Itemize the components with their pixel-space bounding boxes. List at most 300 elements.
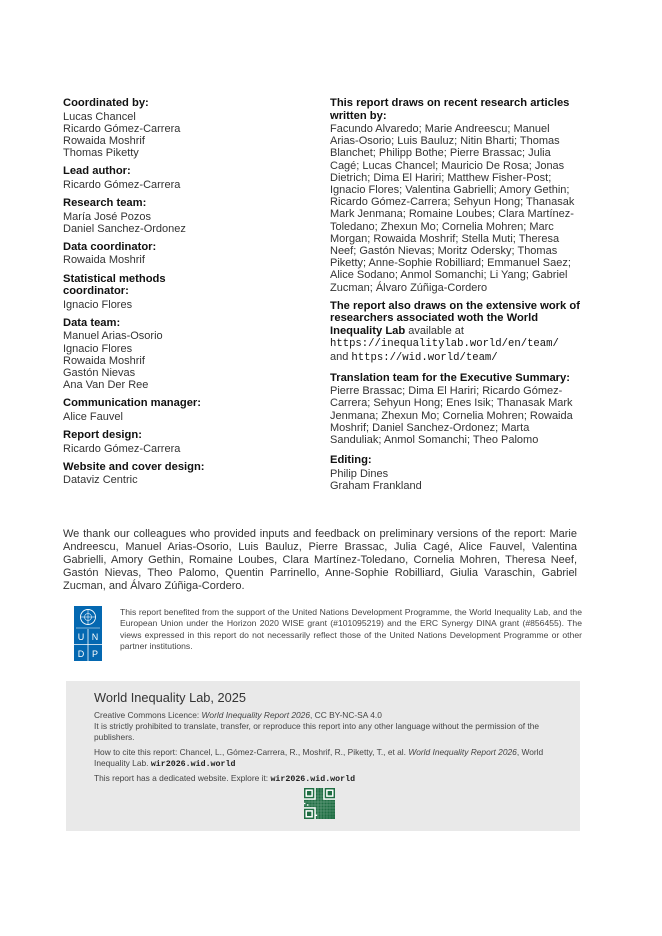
qr-module	[316, 813, 317, 814]
qr-module	[317, 792, 318, 793]
qr-module	[322, 809, 323, 810]
qr-module	[316, 800, 317, 801]
qr-module	[322, 798, 323, 799]
qr-module	[328, 801, 329, 802]
qr-module	[328, 803, 329, 804]
qr-module	[310, 806, 311, 807]
qr-module	[334, 807, 335, 808]
qr-module	[317, 800, 318, 801]
qr-module	[325, 818, 326, 819]
qr-module	[325, 804, 326, 805]
qr-module	[331, 809, 332, 810]
qr-module	[319, 807, 320, 808]
qr-module	[311, 804, 312, 805]
qr-module	[334, 816, 335, 817]
qr-module	[329, 803, 330, 804]
qr-module	[332, 804, 333, 805]
qr-module	[319, 813, 320, 814]
qr-module	[308, 803, 309, 804]
website-url-link[interactable]: wir2026.wid.world	[270, 775, 356, 785]
qr-module	[304, 801, 305, 802]
credit-heading: Research team:	[63, 197, 147, 210]
qr-module	[319, 815, 320, 816]
person-name: Ignacio Flores	[63, 298, 133, 311]
credit-heading: Data coordinator:	[63, 240, 157, 253]
qr-module	[328, 807, 329, 808]
qr-module	[313, 801, 314, 802]
qr-module	[320, 804, 321, 805]
qr-module	[328, 815, 329, 816]
qr-module	[316, 792, 317, 793]
qr-module	[334, 818, 335, 819]
qr-module	[322, 801, 323, 802]
qr-module	[328, 816, 329, 817]
logo-letter: P	[91, 649, 99, 659]
qr-module	[304, 806, 305, 807]
qr-module	[328, 800, 329, 801]
credit-heading: Data team:	[63, 316, 121, 329]
qr-module	[319, 798, 320, 799]
citation-url-link[interactable]: wir2026.wid.world	[150, 759, 236, 769]
credit-block	[63, 197, 313, 235]
qr-module	[332, 812, 333, 813]
qr-module	[323, 803, 324, 804]
qr-module	[320, 788, 321, 789]
qr-module	[319, 791, 320, 792]
qr-module	[320, 797, 321, 798]
qr-module	[316, 807, 317, 808]
qr-module	[332, 801, 333, 802]
qr-module	[317, 789, 318, 790]
qr-module	[326, 804, 327, 805]
person-name: Ricardo Gómez-Carrera	[63, 442, 181, 455]
logo-letter: N	[91, 632, 99, 642]
qr-module	[307, 800, 308, 801]
qr-module	[313, 804, 314, 805]
qr-module	[323, 815, 324, 816]
qr-module	[314, 806, 315, 807]
person-name: Ricardo Gómez-Carrera	[63, 178, 181, 191]
qr-module	[322, 797, 323, 798]
qr-module	[331, 815, 332, 816]
qr-module	[319, 818, 320, 819]
qr-module	[332, 800, 333, 801]
qr-module	[319, 788, 320, 789]
qr-module	[319, 800, 320, 801]
acknowledgements-paragraph: We thank our colleagues who provided inputs and feedback on preliminary versions of the report: Marie Andreescu, Manuel Arias-Osorio, Luis Bauluz, Pierre Brassac, Julia Cagé, Alice Fauvel, Valentina Gabrielli, Amory Gethin, Romaine Loubes, Clara Martínez-Toledano, Cornelia Mohren, Theresa Neef, Gastón Nievas, Theo Palomo, Quentin Parrinello, Anne-Sophie Robilliard, Giulia Varaschin, Gabriel Zucman, and Álvaro Zúñiga-Cordero.	[63, 528, 577, 592]
qr-module	[329, 804, 330, 805]
qr-module	[305, 800, 306, 801]
qr-module	[317, 798, 318, 799]
qr-module	[334, 800, 335, 801]
qr-module	[329, 809, 330, 810]
team-link-inequalitylab[interactable]: https://inequalitylab.world/en/team/	[330, 338, 559, 351]
qr-module	[308, 806, 309, 807]
undp-logo-icon	[74, 606, 102, 661]
qr-module	[320, 803, 321, 804]
qr-module	[316, 797, 317, 798]
qr-module	[334, 815, 335, 816]
qr-module	[326, 807, 327, 808]
qr-module	[334, 809, 335, 810]
credit-block	[63, 165, 313, 191]
qr-module	[316, 803, 317, 804]
qr-module	[331, 810, 332, 811]
qr-module	[314, 801, 315, 802]
qr-module	[317, 810, 318, 811]
qr-module	[320, 812, 321, 813]
qr-module	[320, 807, 321, 808]
qr-module	[310, 801, 311, 802]
credit-heading: Lead author:	[63, 165, 131, 178]
qr-module	[316, 810, 317, 811]
logo-letter: D	[77, 649, 85, 659]
qr-module	[326, 806, 327, 807]
articles-heading: This report draws on recent research articles written by:	[330, 97, 570, 122]
qr-module	[322, 789, 323, 790]
person-name: Alice Fauvel	[63, 410, 123, 423]
qr-module	[334, 806, 335, 807]
qr-module	[322, 815, 323, 816]
qr-module	[325, 801, 326, 802]
person-name: Thomas Piketty	[63, 147, 139, 160]
credit-block	[63, 397, 313, 423]
qr-module	[320, 800, 321, 801]
qr-module	[334, 803, 335, 804]
qr-module	[331, 800, 332, 801]
credit-heading: Statistical methods coordinator:	[63, 272, 166, 298]
qr-module	[320, 810, 321, 811]
qr-module	[329, 813, 330, 814]
publication-info-body	[94, 710, 544, 788]
qr-module	[311, 800, 312, 801]
qr-module	[313, 803, 314, 804]
qr-module	[328, 813, 329, 814]
qr-module	[329, 815, 330, 816]
qr-module	[329, 800, 330, 801]
qr-module	[316, 809, 317, 810]
qr-module	[304, 804, 305, 805]
person-name: Dataviz Centric	[63, 474, 138, 487]
qr-module	[313, 806, 314, 807]
qr-module	[331, 804, 332, 805]
qr-module	[323, 818, 324, 819]
translation-block	[330, 372, 580, 447]
qr-module	[334, 801, 335, 802]
qr-module	[332, 813, 333, 814]
credit-heading: Report design:	[63, 429, 142, 442]
qr-module	[329, 806, 330, 807]
qr-module	[320, 791, 321, 792]
qr-module	[323, 807, 324, 808]
qr-module	[322, 795, 323, 796]
qr-module	[332, 807, 333, 808]
qr-module	[322, 791, 323, 792]
qr-module	[325, 809, 326, 810]
qr-module	[305, 804, 306, 805]
qr-module	[326, 812, 327, 813]
credit-heading: Communication manager:	[63, 397, 201, 410]
qr-module	[320, 798, 321, 799]
qr-module	[322, 800, 323, 801]
available-at-text: available at	[405, 324, 464, 337]
qr-module	[320, 818, 321, 819]
credit-block	[63, 241, 313, 267]
qr-module	[320, 806, 321, 807]
citation-line: How to cite this report: Chancel, L., Gómez-Carrera, R., Moshrif, R., Piketty, T., et al. World Inequality Report 2026, World Inequality Lab. wir2026.wid.world	[94, 746, 544, 769]
qr-module	[320, 795, 321, 796]
qr-module	[319, 804, 320, 805]
qr-module	[323, 809, 324, 810]
qr-module	[317, 815, 318, 816]
qr-module	[322, 792, 323, 793]
qr-module	[322, 807, 323, 808]
credits-right-column	[330, 97, 580, 496]
qr-module	[305, 803, 306, 804]
qr-module	[322, 806, 323, 807]
person-name: Rowaida Moshrif	[63, 134, 145, 147]
qr-module	[326, 809, 327, 810]
qr-module	[320, 809, 321, 810]
qr-module	[317, 791, 318, 792]
qr-module	[316, 818, 317, 819]
credit-block	[63, 317, 313, 392]
qr-module	[326, 803, 327, 804]
qr-module	[308, 800, 309, 801]
qr-module	[316, 788, 317, 789]
articles-block	[330, 97, 580, 294]
qr-module	[316, 806, 317, 807]
editing-block	[330, 454, 580, 492]
qr-module	[331, 812, 332, 813]
qr-module	[317, 801, 318, 802]
qr-module	[332, 810, 333, 811]
qr-module	[326, 801, 327, 802]
qr-module	[331, 818, 332, 819]
person-name: Gastón Nievas	[63, 366, 136, 379]
qr-module	[316, 798, 317, 799]
qr-module	[322, 810, 323, 811]
qr-module	[325, 815, 326, 816]
qr-module	[317, 795, 318, 796]
qr-module	[310, 800, 311, 801]
qr-module	[311, 806, 312, 807]
qr-module	[331, 816, 332, 817]
qr-module	[328, 806, 329, 807]
qr-module	[334, 810, 335, 811]
qr-module	[320, 792, 321, 793]
funding-text: This report benefited from the support of the United Nations Development Programme, the World Inequality Lab, and the European Union under the Horizon 2020 WISE grant (#101095219) and the ERC Synergy DINA grant (#856455). The views expressed in this report do not necessarily reflect those of the United Nations Development Programme or other partner institutions.	[120, 607, 582, 651]
qr-module	[328, 818, 329, 819]
qr-module	[319, 797, 320, 798]
qr-module	[322, 813, 323, 814]
qr-module	[316, 791, 317, 792]
person-name: María José Pozos	[63, 210, 152, 223]
qr-module	[317, 807, 318, 808]
qr-module	[320, 813, 321, 814]
qr-module	[332, 809, 333, 810]
qr-module	[334, 812, 335, 813]
qr-module	[305, 801, 306, 802]
qr-module	[317, 797, 318, 798]
qr-module	[325, 806, 326, 807]
qr-module	[319, 806, 320, 807]
qr-module	[323, 813, 324, 814]
qr-module	[323, 804, 324, 805]
credits-left-column	[63, 97, 313, 490]
qr-module	[328, 812, 329, 813]
qr-module	[319, 812, 320, 813]
qr-module	[332, 815, 333, 816]
qr-module	[328, 810, 329, 811]
qr-module	[316, 801, 317, 802]
qr-module	[320, 794, 321, 795]
qr-module	[323, 812, 324, 813]
qr-module	[323, 816, 324, 817]
team-link-wid[interactable]: https://wid.world/team/	[351, 351, 498, 364]
qr-module	[320, 815, 321, 816]
qr-module	[323, 806, 324, 807]
qr-module	[314, 803, 315, 804]
qr-module	[319, 794, 320, 795]
qr-module	[326, 816, 327, 817]
qr-code-icon[interactable]	[304, 788, 335, 819]
qr-module	[310, 804, 311, 805]
qr-module	[329, 810, 330, 811]
qr-module	[325, 816, 326, 817]
qr-module	[317, 809, 318, 810]
translation-team: Pierre Brassac; Dima El Hariri; Ricardo Gómez-Carrera; Sehyun Hong; Enes Isik; Thanasak Mark Jenmana; Zhexun Mo; Cornelia Mohren; Rowaida Moshrif; Daniel Sanchez-Ordonez; Marta Sanduliak; Anmol Somanchi; Theo Palomo	[330, 385, 573, 447]
publication-info-box	[66, 681, 580, 831]
qr-module	[314, 804, 315, 805]
qr-module	[325, 813, 326, 814]
qr-module	[326, 800, 327, 801]
qr-module	[319, 801, 320, 802]
qr-module	[331, 806, 332, 807]
qr-module	[329, 801, 330, 802]
qr-module	[319, 789, 320, 790]
qr-module	[319, 803, 320, 804]
qr-module	[331, 813, 332, 814]
qr-module	[316, 789, 317, 790]
qr-module	[322, 788, 323, 789]
prohibition-text: It is strictly prohibited to translate, transfer, or reproduce this report into any other language without the permission of the publishers.	[94, 721, 540, 743]
qr-module	[319, 816, 320, 817]
qr-module	[307, 806, 308, 807]
qr-module	[317, 813, 318, 814]
logo-letter: U	[77, 632, 85, 642]
editor-name: Graham Frankland	[330, 479, 422, 492]
qr-module	[329, 807, 330, 808]
qr-module	[322, 804, 323, 805]
qr-module	[332, 818, 333, 819]
extensive-heading: The report also draws on the extensive work of researchers associated woth the World Inequality Lab	[330, 299, 580, 337]
qr-module	[320, 789, 321, 790]
person-name: Daniel Sanchez-Ordonez	[63, 222, 186, 235]
qr-module	[320, 816, 321, 817]
credit-heading: Website and cover design:	[63, 460, 205, 473]
qr-module	[317, 806, 318, 807]
qr-module	[319, 810, 320, 811]
and-text: and	[330, 350, 349, 363]
qr-module	[325, 810, 326, 811]
qr-module	[316, 794, 317, 795]
credit-block	[63, 429, 313, 455]
qr-module	[313, 800, 314, 801]
qr-module	[316, 804, 317, 805]
qr-module	[317, 812, 318, 813]
qr-module	[328, 809, 329, 810]
qr-module	[317, 804, 318, 805]
qr-module	[323, 800, 324, 801]
qr-module	[316, 795, 317, 796]
qr-module	[332, 806, 333, 807]
extensive-block	[330, 300, 580, 364]
qr-module	[307, 803, 308, 804]
qr-module	[326, 818, 327, 819]
person-name: Ana Van Der Ree	[63, 379, 149, 392]
qr-module	[328, 804, 329, 805]
person-name: Rowaida Moshrif	[63, 354, 145, 367]
person-name: Ignacio Flores	[63, 342, 133, 355]
qr-module	[322, 818, 323, 819]
qr-module	[322, 816, 323, 817]
qr-module	[310, 803, 311, 804]
qr-module	[334, 813, 335, 814]
qr-module	[317, 818, 318, 819]
credit-block	[63, 273, 313, 311]
qr-module	[319, 795, 320, 796]
qr-module	[332, 803, 333, 804]
qr-module	[320, 801, 321, 802]
qr-module	[326, 815, 327, 816]
qr-module	[334, 804, 335, 805]
qr-module	[331, 803, 332, 804]
articles-authors: Facundo Alvaredo; Marie Andreescu; Manuel Arias-Osorio; Luis Bauluz; Nitin Bharti; Thomas Blanchet; Philipp Bothe; Pierre Brassac; Julia Cagé; Lucas Chancel; Mauricio De Rosa; Jonas Dietrich; Dima El Hariri; Matthew Fisher-Post; Ignacio Flores; Valentina Gabrielli; Amory Gethin; Ricardo Gómez-Carrera; Sehyun Hong; Thanasak Mark Jenmana; Romaine Loubes; Clara Martínez-Toledano; Zhexun Mo; Cornelia Mohren; Marc Morgan; Rowaida Moshrif; Stella Muti; Theresa Neef; Gastón Nievas; Moritz Odersky; Thomas Piketty; Anne-Sophie Robilliard; Emmanuel Saez; Alice Sodano; Anmol Somanchi; Li Yang; Gabriel Zucman; Álvaro Zúñiga-Cordero	[330, 123, 575, 294]
qr-module	[323, 810, 324, 811]
funding-notice	[74, 605, 582, 665]
qr-finder	[328, 791, 332, 795]
qr-module	[311, 803, 312, 804]
person-name: Lucas Chancel	[63, 110, 136, 123]
publisher-title: World Inequality Lab, 2025	[94, 690, 247, 705]
credit-block	[63, 97, 313, 159]
qr-module	[319, 792, 320, 793]
qr-module	[308, 801, 309, 802]
qr-module	[331, 807, 332, 808]
qr-module	[308, 804, 309, 805]
person-name: Rowaida Moshrif	[63, 254, 145, 267]
qr-module	[326, 813, 327, 814]
qr-module	[307, 801, 308, 802]
qr-module	[317, 816, 318, 817]
qr-module	[325, 812, 326, 813]
qr-module	[322, 803, 323, 804]
licence-line: Creative Commons Licence: World Inequality Report 2026, CC BY-NC-SA 4.0	[94, 710, 382, 720]
qr-module	[329, 816, 330, 817]
qr-module	[319, 809, 320, 810]
qr-finder	[307, 791, 311, 795]
person-name: Ricardo Gómez-Carrera	[63, 122, 181, 135]
qr-module	[304, 800, 305, 801]
website-line: This report has a dedicated website. Explore it: wir2026.wid.world	[94, 773, 356, 785]
qr-module	[305, 806, 306, 807]
qr-module	[325, 807, 326, 808]
qr-module	[325, 800, 326, 801]
editor-name: Philip Dines	[330, 467, 389, 480]
qr-module	[329, 818, 330, 819]
qr-module	[331, 801, 332, 802]
